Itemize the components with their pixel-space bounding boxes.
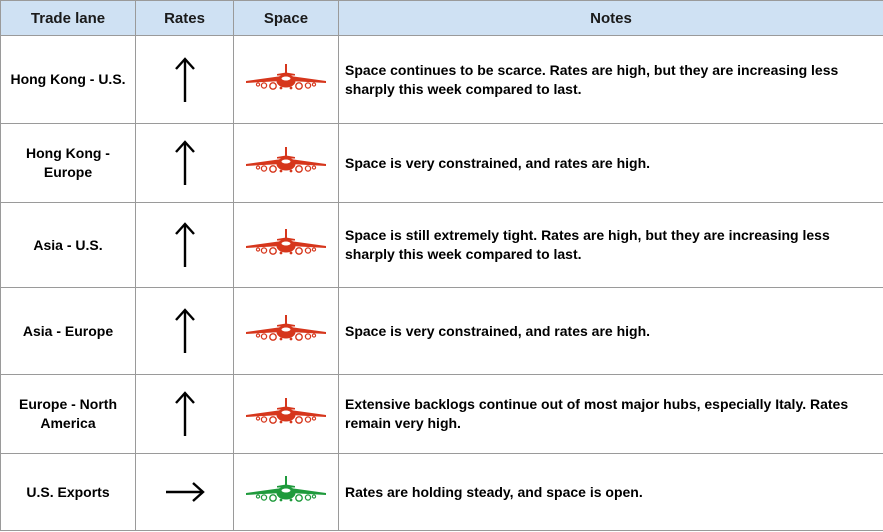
plane-red-icon [234,64,338,96]
notes-cell: Space continues to be scarce. Rates are high, but they are increasing less sharply this week compared to last. [339,36,883,124]
table-row [1,454,883,531]
plane-red-icon [234,315,338,347]
header-trade-lane: Trade lane [1,1,136,36]
rate-cell [136,454,234,531]
space-cell [234,375,339,454]
rate-cell [136,124,234,203]
trade-lane-cell: Hong Kong - U.S. [1,36,136,124]
notes-cell: Space is very constrained, and rates are high. [339,124,883,203]
space-cell [234,288,339,375]
table-row [1,203,883,288]
header-notes: Notes [339,1,883,36]
notes-cell: Space is very constrained, and rates are high. [339,288,883,375]
plane-red-icon [234,398,338,430]
plane-green-icon [234,476,338,508]
space-cell [234,124,339,203]
arrow-up-icon [136,56,233,104]
rate-cell [136,203,234,288]
notes-cell: Rates are holding steady, and space is open. [339,454,883,531]
plane-red-icon [234,229,338,261]
trade-lane-cell: Asia - Europe [1,288,136,375]
trade-lane-cell: U.S. Exports [1,454,136,531]
table-row [1,124,883,203]
table-row [1,288,883,375]
rate-cell [136,375,234,454]
table-row [1,375,883,454]
notes-cell: Space is still extremely tight. Rates are high, but they are increasing less sharply this week compared to last. [339,203,883,288]
space-cell [234,36,339,124]
header-rates: Rates [136,1,234,36]
plane-red-icon [234,147,338,179]
trade-lane-cell: Asia - U.S. [1,203,136,288]
arrow-up-icon [136,390,233,438]
header-space: Space [234,1,339,36]
notes-cell: Extensive backlogs continue out of most major hubs, especially Italy. Rates remain very high. [339,375,883,454]
rate-cell [136,288,234,375]
rate-cell [136,36,234,124]
arrow-up-icon [136,307,233,355]
space-cell [234,203,339,288]
arrow-right-icon [136,480,233,504]
table-row [1,36,883,124]
space-cell [234,454,339,531]
trade-lane-cell: Hong Kong - Europe [1,124,136,203]
arrow-up-icon [136,221,233,269]
trade-lane-cell: Europe - North America [1,375,136,454]
arrow-up-icon [136,139,233,187]
header-row [1,1,883,36]
